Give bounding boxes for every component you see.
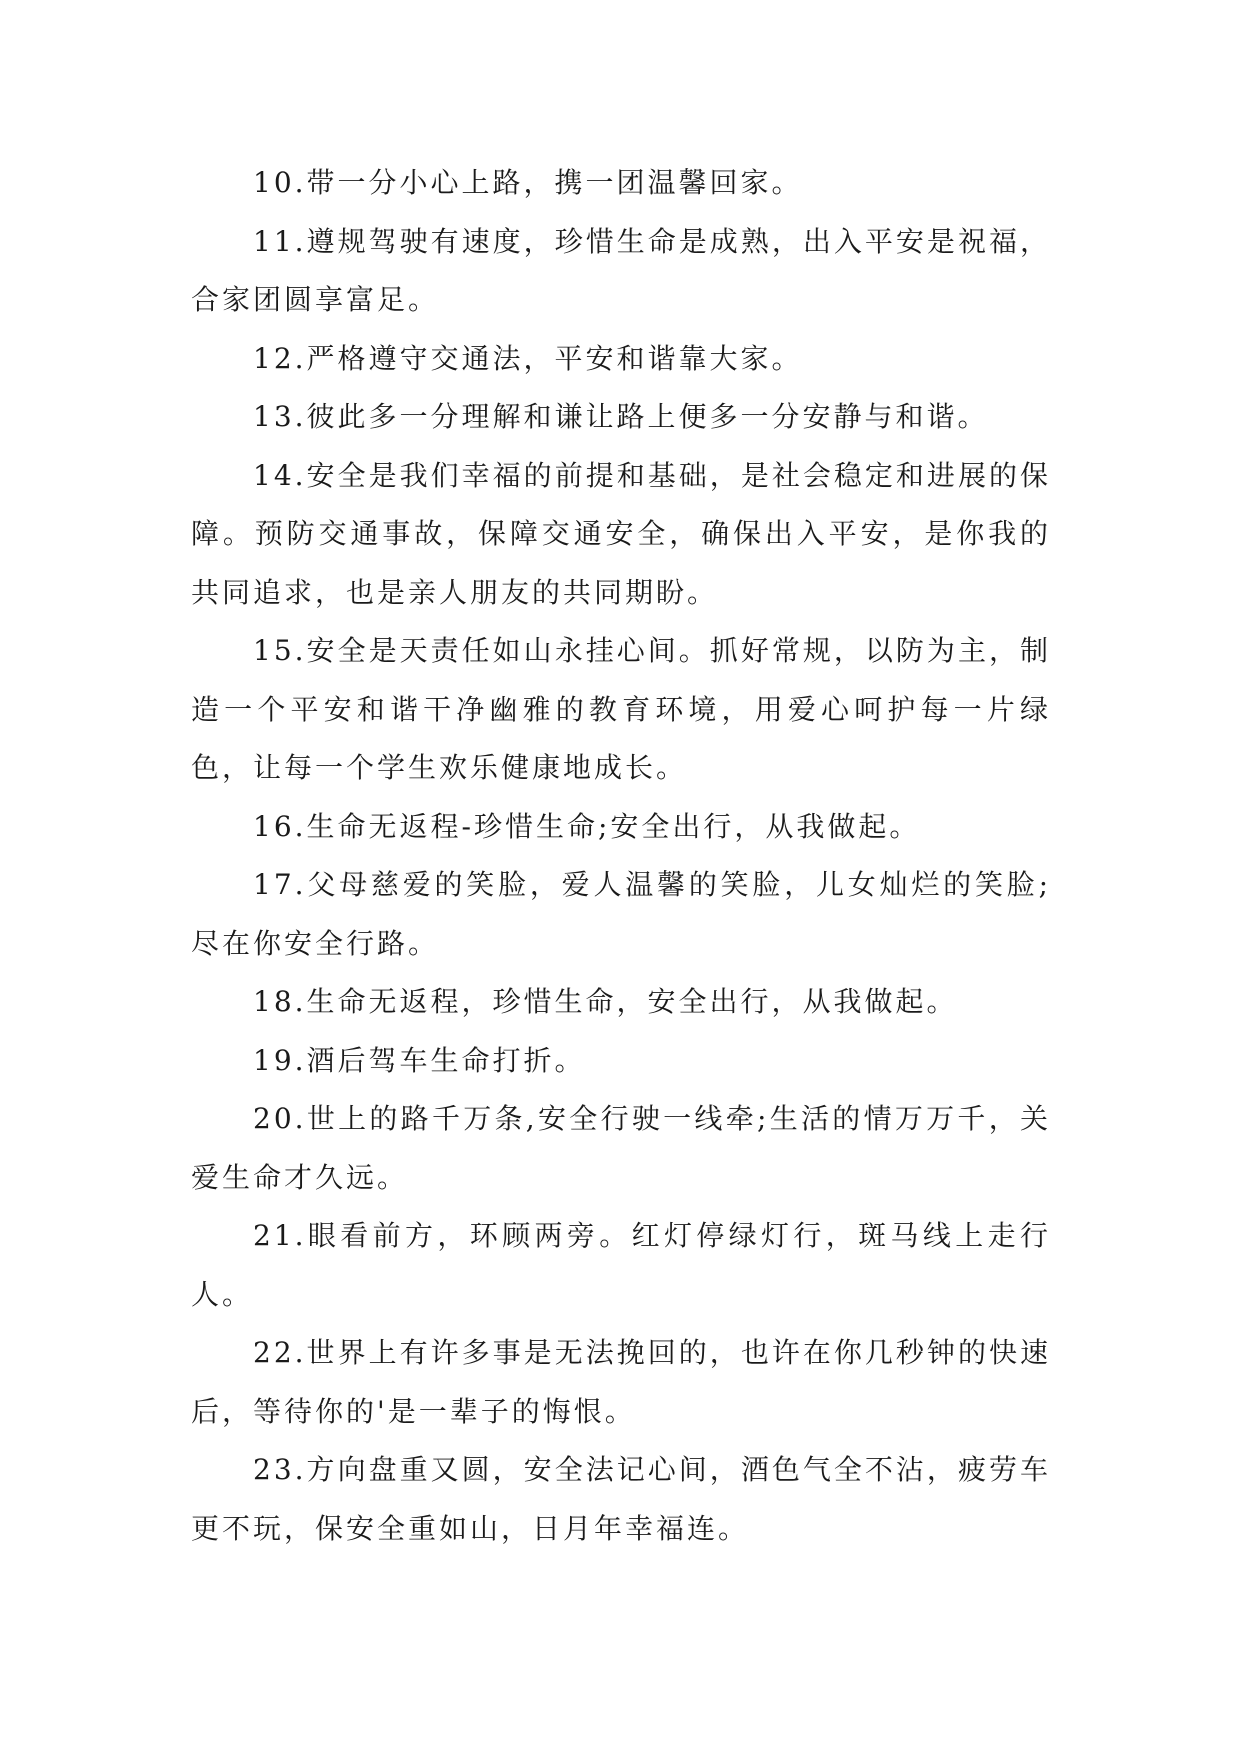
paragraph-23: 23.方向盘重又圆，安全法记心间，酒色气全不沾，疲劳车更不玩，保安全重如山，日月年幸福连。 [191,1453,1051,1545]
paragraph-15: 15.安全是天责任如山永挂心间。抓好常规，以防为主，制造一个平安和谐干净幽雅的教育环境，用爱心呵护每一片绿色，让每一个学生欢乐健康地成长。 [191,634,1051,784]
paragraph-13: 13.彼此多一分理解和谦让路上便多一分安静与和谐。 [253,400,989,433]
paragraph-17: 17.父母慈爱的笑脸，爱人温馨的笑脸，儿女灿烂的笑脸;尽在你安全行路。 [191,868,1051,960]
paragraph-11: 11.遵规驾驶有速度，珍惜生命是成熟，出入平安是祝福，合家团圆享富足。 [191,224,1051,316]
document-body [191,154,1051,1558]
paragraph-16: 16.生命无返程-珍惜生命;安全出行，从我做起。 [253,809,921,843]
paragraph-18: 18.生命无返程，珍惜生命，安全出行，从我做起。 [253,985,958,1018]
paragraph-22: 22.世界上有许多事是无法挽回的，也许在你几秒钟的快速后，等待你的'是一辈子的悔恨。 [191,1336,1051,1428]
paragraph-21: 21.眼看前方，环顾两旁。红灯停绿灯行，斑马线上走行人。 [191,1219,1051,1311]
paragraph-10: 10.带一分小心上路，携一团温馨回家。 [253,166,803,199]
paragraph-20: 20.世上的路千万条,安全行驶一线牵;生活的情万万千，关爱生命才久远。 [191,1102,1051,1194]
paragraph-12: 12.严格遵守交通法，平安和谐靠大家。 [253,341,803,375]
paragraph-14: 14.安全是我们幸福的前提和基础，是社会稳定和进展的保障。预防交通事故，保障交通安全，确保出入平安，是你我的共同追求，也是亲人朋友的共同期盼。 [191,458,1051,609]
paragraph-19: 19.酒后驾车生命打折。 [253,1043,586,1077]
